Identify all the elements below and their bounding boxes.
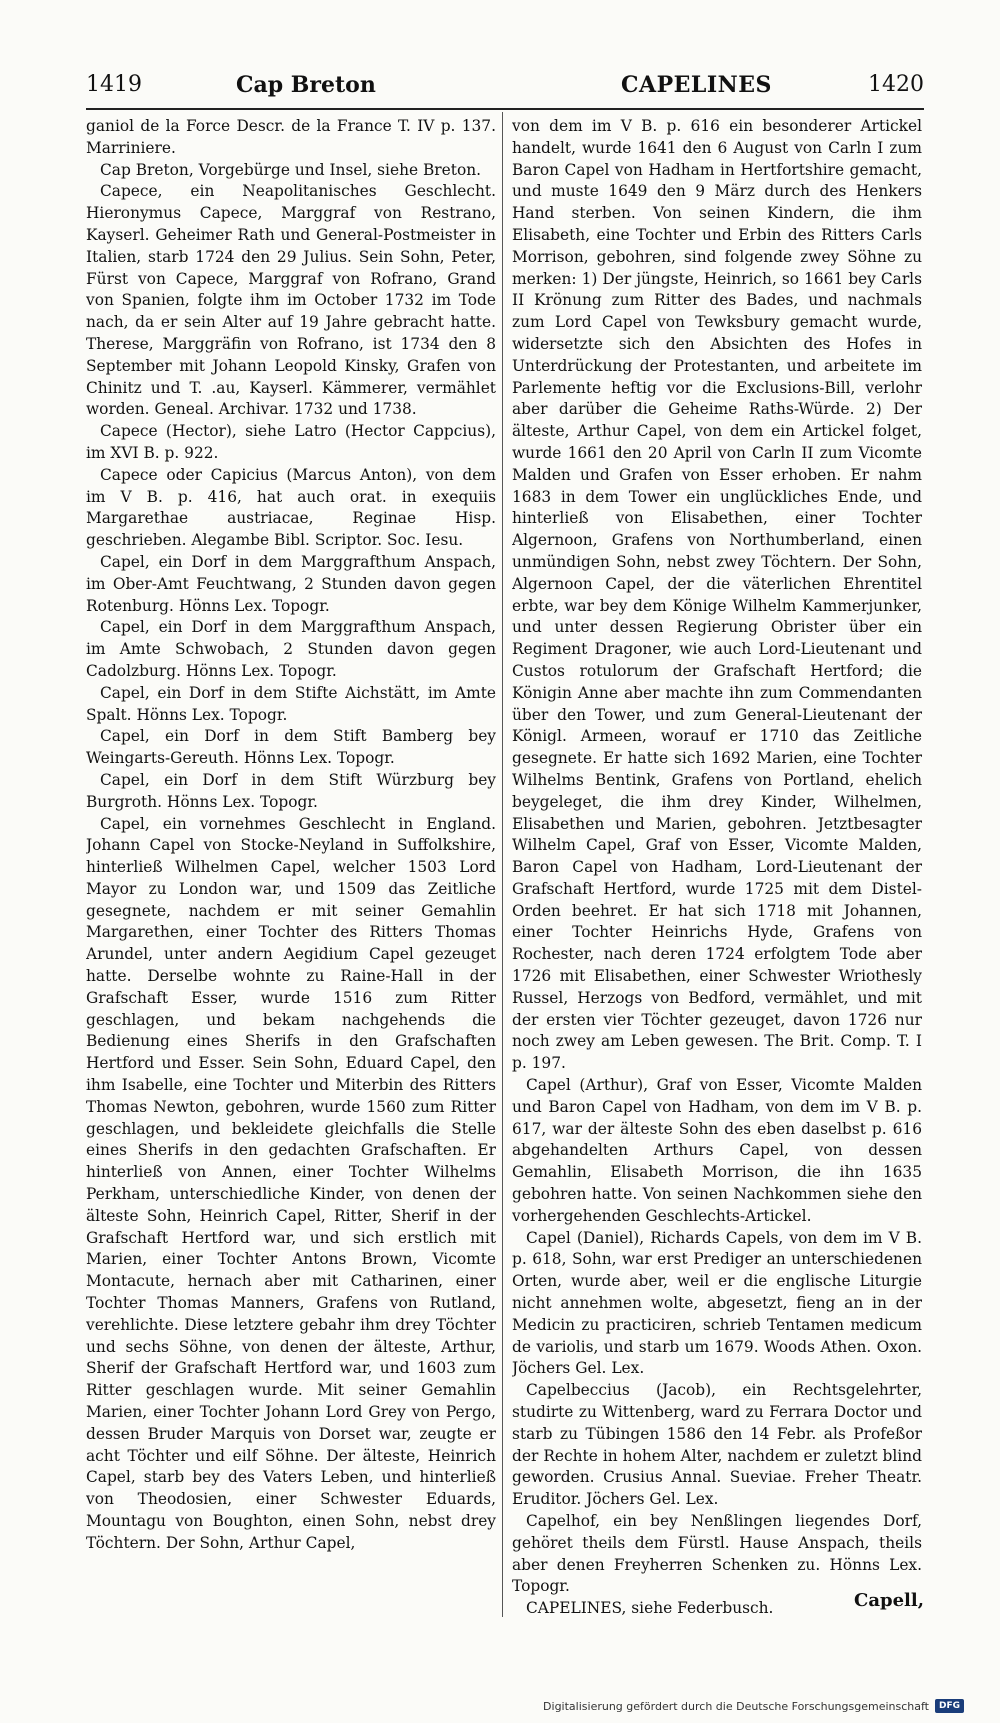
- entry-paragraph: Capel, ein vornehmes Geschlecht in England. Johann Capel von Stocke-Neyland in Suffolkshire, hinterließ Wilhelmen Capel, welcher 1503 Lord Mayor zu London war, und 1509 das Zeitliche gesegnete, nachdem er mit seiner Gemahlin Margarethen, einer Tochter des Ritters Thomas Arundel, unter andern Aegidium Capel gezeuget hatte. Derselbe wohnte zu Raine-Hall in der Grafschaft Esser, wurde 1516 zum Ritter geschlagen, und bekam nachgehends die Bedienung eines Sherifs in den Grafschaften Hertford und Esser. Sein Sohn, Eduard Capel, den ihm Isabelle, eine Tochter und Miterbin des Ritters Thomas Newton, gebohren, wurde 1560 zum Ritter geschlagen, und bekleidete gleichfalls die Stelle eines Sherifs in den gedachten Grafschaften. Er hinterließ von Annen, einer Tochter Wilhelms Perkham, unterschiedliche Kinder, von denen der älteste Sohn, Heinrich Capel, Ritter, Sherif in der Grafschaft Hertford war, und sich erstlich mit Marien, einer Tochter Antons Brown, Vicomte Montacute, hernach aber mit Catharinen, einer Tochter Thomas Manners, Grafens von Rutland, verehlichte. Diese letztere gebahr ihm drey Töchter und sechs Söhne, von denen der älteste, Arthur, Sherif der Grafschaft Hertford war, und 1603 zum Ritter geschlagen wurde. Mit seiner Gemahlin Marien, einer Tochter Johann Lord Grey von Pergo, dessen Bruder Marquis von Dorset war, zeugte er acht Töchter und eilf Söhne. Der älteste, Heinrich Capel, starb bey des Vaters Leben, und hinterließ von Theodosien, einer Schwester Eduards, Mountagu von Boughton, einen Sohn, nebst drey Töchtern. Der Sohn, Arthur Capel,: [86, 814, 496, 1552]
- column-divider: [502, 112, 503, 1617]
- digitization-footer: [543, 1697, 964, 1715]
- entry-paragraph: Capece (Hector), siehe Latro (Hector Cappcius), im XVI B. p. 922.: [86, 422, 496, 462]
- dfg-logo-icon: DFG: [935, 1699, 964, 1713]
- header-rule: [86, 108, 924, 110]
- left-column: [86, 116, 496, 1631]
- running-title-right: CAPELINES: [621, 72, 772, 98]
- entry-paragraph: Capece oder Capicius (Marcus Anton), von dem im V B. p. 416, hat auch orat. in exequiis Margarethae austriacae, Reginae Hisp. geschrieben. Alegambe Bibl. Scriptor. Soc. Iesu.: [86, 465, 496, 550]
- page-number-right: 1420: [868, 72, 924, 97]
- footer-credit: Digitalisierung gefördert durch die Deutsche Forschungsgemeinschaft: [543, 1699, 929, 1713]
- entry-paragraph: von dem im V B. p. 616 ein besonderer Artickel handelt, wurde 1641 den 6 August von Carln I zum Baron Capel von Hadham in Hertfortshire gemacht, und muste 1649 den 9 März durch des Henkers Hand sterben. Von seinen Kindern, die ihm Elisabeth, eine Tochter und Erbin des Ritters Carls Morrison, gebohren, sind folgende zwey Söhne zu merken: 1) Der jüngste, Heinrich, so 1661 bey Carls II Krönung zum Ritter des Bades, und nachmals zum Lord Capel von Tewksbury gemacht wurde, widersetzte sich den Absichten des Hofes in Unterdrückung der Protestanten, und arbeitete im Parlemente heftig vor die Exclusions-Bill, verlohr aber darüber die Geheime Raths-Würde. 2) Der älteste, Arthur Capel, von dem ein Artickel folget, wurde 1661 den 20 April von Carln II zum Vicomte Malden und Grafen von Esser erhoben. Er nahm 1683 in dem Tower ein unglückliches Ende, und hinterließ von Elisabethen, einer Tochter Algernoon, Grafens von Northumberland, einen unmündigen Sohn, nebst zwey Töchtern. Der Sohn, Algernoon Capel, der die väterlichen Ehrentitel erbte, war bey dem Könige Wilhelm Kammerjunker, und unter dessen Regierung Obrister über ein Regiment Dragoner, wie auch Lord-Lieutenant und Custos rotulorum der Grafschaft Hertford; die Königin Anne aber machte ihn zum Commendanten über den Tower, und zum General-Lieutenant der Königl. Armeen, worauf er 1710 das Zeitliche gesegnete. Er hatte sich 1692 Marien, eine Tochter Wilhelms Bentink, Grafens von Portland, ehelich beygeleget, die ihm drey Kinder, Wilhelmen, Elisabethen und Marien, gebohren. Jetztbesagter Wilhelm Capel, Graf von Esser, Vicomte Malden, Baron Capel von Hadham, Lord-Lieutenant der Grafschaft Hertford, wurde 1725 mit dem Distel-Orden beehret. Er hat sich 1718 mit Johannen, einer Tochter Heinrichs Hyde, Grafens von Rochester, nach deren 1724 erfolgtem Tode aber 1726 mit Elisabethen, einer Schwester Wriothesly Russel, Herzogs von Bedford, vermählet, und mit der ersten vier Töchter gezeuget, davon 1726 nur noch zwey am Leben gewesen. The Brit. Comp. T. I p. 197.: [512, 117, 922, 1073]
- entry-paragraph: Capelbeccius (Jacob), ein Rechtsgelehrter, studirte zu Wittenberg, ward zu Ferrara Doctor und starb zu Tübingen 1586 den 14 Febr. als Profeßor der Rechte in hohem Alter, nachdem er zuletzt blind geworden. Crusius Annal. Sueviae. Freher Theatr. Eruditor. Jöchers Gel. Lex.: [512, 1381, 922, 1509]
- right-column: [512, 116, 922, 1631]
- entry-paragraph: Cap Breton, Vorgebürge und Insel, siehe Breton.: [100, 160, 482, 179]
- entry-paragraph: Capece, ein Neapolitanisches Geschlecht. Hieronymus Capece, Marggraf von Restrano, Kayserl. Geheimer Rath und General-Postmeister in Italien, starb 1724 den 29 Julius. Sein Sohn, Peter, Fürst von Capece, Marggraf von Rofrano, Grand von Spanien, folgte ihm im October 1732 im Tode nach, da er sein Alter auf 19 Jahre gebracht hatte. Therese, Marggräfin von Rofrano, ist 1734 den 8 September mit Johann Leopold Kinsky, Grafen von Chinitz und T. .au, Kayserl. Kämmerer, vermählet worden. Geneal. Archivar. 1732 und 1738.: [86, 182, 496, 419]
- entry-paragraph: ganiol de la Force Descr. de la France T. IV p. 137. Marriniere.: [86, 117, 496, 157]
- page-number-left: 1419: [86, 72, 142, 97]
- running-title-left: Cap Breton: [236, 72, 376, 98]
- entry-paragraph: CAPELINES, siehe Federbusch.: [526, 1599, 774, 1618]
- entry-paragraph: Capel (Daniel), Richards Capels, von dem im V B. p. 618, Sohn, war erst Prediger an unterschiedenen Orten, wurde aber, weil er die englische Liturgie nicht annehmen wolte, abgesetzt, fieng an in der Medicin zu practiciren, schrieb Tentamen medicum de variolis, und starb um 1679. Woods Athen. Oxon. Jöchers Gel. Lex.: [512, 1228, 922, 1378]
- entry-paragraph: Capel, ein Dorf in dem Stifte Aichstätt, im Amte Spalt. Hönns Lex. Topogr.: [86, 683, 496, 724]
- entry-paragraph: Capel, ein Dorf in dem Marggrafthum Anspach, im Ober-Amt Feuchtwang, 2 Stunden davon gegen Rotenburg. Hönns Lex. Topogr.: [86, 552, 496, 615]
- running-header: [86, 72, 924, 108]
- entry-paragraph: Capel, ein Dorf in dem Stift Würzburg bey Burgroth. Hönns Lex. Topogr.: [86, 770, 496, 811]
- entry-paragraph: Capel, ein Dorf in dem Stift Bamberg bey Weingarts-Gereuth. Hönns Lex. Topogr.: [86, 727, 496, 768]
- entry-paragraph: Capelhof, ein bey Nenßlingen liegendes Dorf, gehöret theils dem Fürstl. Hause Anspach, theils aber denen Freyherren Schenken zu. Hönns Lex. Topogr.: [512, 1512, 922, 1596]
- catchword: Capell,: [854, 1590, 924, 1611]
- entry-paragraph: Capel (Arthur), Graf von Esser, Vicomte Malden und Baron Capel von Hadham, von dem im V B. p. 617, war der älteste Sohn des eben daselbst p. 616 abgehandelten Arthurs Capel, von dessen Gemahlin, Elisabeth Morrison, die ihn 1635 gebohren hatte. Von seinen Nachkommen siehe den vorhergehenden Geschlechts-Artickel.: [512, 1076, 922, 1225]
- entry-paragraph: Capel, ein Dorf in dem Marggrafthum Anspach, im Amte Schwobach, 2 Stunden davon gegen Cadolzburg. Hönns Lex. Topogr.: [86, 618, 496, 680]
